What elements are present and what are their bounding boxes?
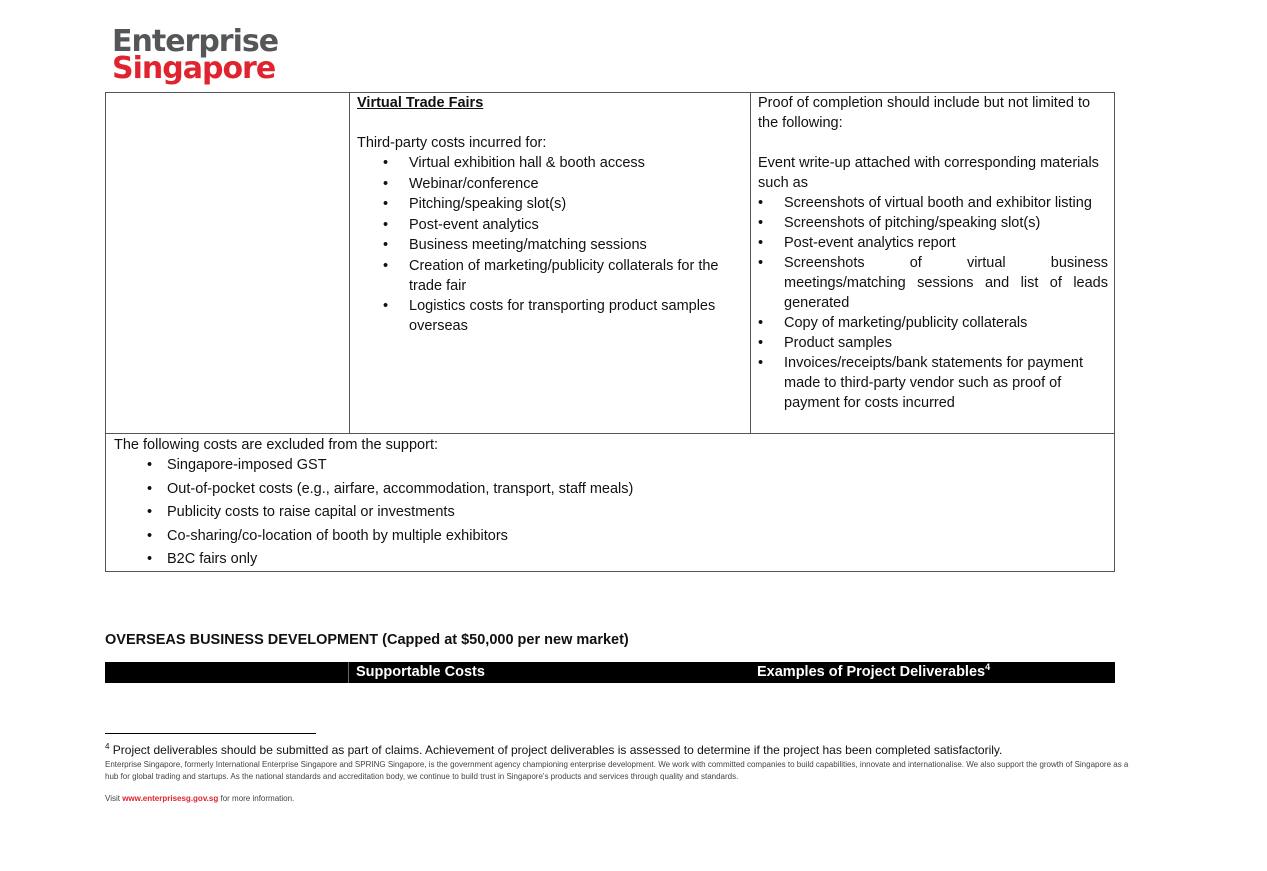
- list-item: • Co-sharing/co-location of booth by multiple exhibitors: [114, 526, 1106, 546]
- footnote-reference: 4: [985, 662, 991, 673]
- table-row-virtual-trade-fairs: [106, 93, 1114, 434]
- about-enterprise-singapore: Enterprise Singapore, formerly International Enterprise Singapore and SPRING Singapore, is the government agency championing enterprise development. We work with committed companies to build capabilities, innovate and internationalise. We also support the growth of Singapore as a hub for global trading and startups. As the national standards and accreditation body, we continue to build trust in Singapore's products and services through quality and standards.: [105, 760, 1129, 781]
- cell-title: Virtual Trade Fairs: [357, 95, 484, 111]
- visit-line: [105, 794, 294, 803]
- list-item: • Pitching/speaking slot(s): [357, 194, 737, 214]
- list-item: • Virtual exhibition hall & booth access: [357, 153, 737, 173]
- list-item: • Singapore-imposed GST: [114, 455, 1106, 475]
- list-item: • Screenshots of pitching/speaking slot(s): [758, 213, 1108, 233]
- table-header-row: [105, 662, 1115, 683]
- list-item: • Creation of marketing/publicity collaterals for the trade fair: [357, 256, 737, 296]
- column-divider: [750, 93, 751, 433]
- list-item: • B2C fairs only: [114, 549, 1106, 569]
- header-cell-project-deliverables: [757, 664, 990, 680]
- logo-line-1: Enterprise: [112, 24, 279, 59]
- exclusions-intro: The following costs are excluded from the support:: [114, 437, 438, 453]
- visit-suffix: for more information.: [220, 794, 295, 803]
- virtual-trade-fairs-table: [105, 92, 1115, 572]
- list-item: • Post-event analytics report: [758, 233, 1108, 253]
- footnote-divider: [105, 733, 316, 734]
- cell-intro: Proof of completion should include but not limited to the following:: [758, 95, 1091, 131]
- list-item: • Screenshots of virtual booth and exhibitor listing: [758, 193, 1108, 213]
- list-item: • Copy of marketing/publicity collaterals: [758, 313, 1108, 333]
- list-item: • Invoices/receipts/bank statements for payment made to third-party vendor such as proof of payment for costs incurred: [758, 353, 1108, 413]
- logo-line-2: Singapore: [112, 51, 276, 86]
- header-cell-supportable-costs: Supportable Costs: [356, 664, 485, 680]
- list-item: • Webinar/conference: [357, 174, 737, 194]
- exclusions-cell: [114, 435, 1106, 573]
- supportable-costs-cell: [357, 93, 737, 337]
- supportable-costs-list: [357, 153, 737, 336]
- list-item: • Logistics costs for transporting product samples overseas: [357, 296, 737, 336]
- header-label: Examples of Project Deliverables: [757, 664, 986, 680]
- list-item: • Publicity costs to raise capital or investments: [114, 502, 1106, 522]
- footnote: [105, 742, 1002, 757]
- list-item: • Screenshots of virtual business meetings/matching sessions and list of leads generated: [758, 253, 1108, 313]
- header-cell-blank: [105, 662, 349, 683]
- exclusions-list: [114, 455, 1106, 569]
- website-link[interactable]: www.enterprisesg.gov.sg: [122, 794, 219, 803]
- list-item: • Business meeting/matching sessions: [357, 235, 737, 255]
- column-divider: [349, 93, 350, 433]
- footnote-marker: 4: [105, 742, 110, 751]
- cell-intro: Third-party costs incurred for:: [357, 135, 547, 151]
- list-item: • Product samples: [758, 333, 1108, 353]
- project-deliverables-cell: [758, 93, 1108, 413]
- section-heading: OVERSEAS BUSINESS DEVELOPMENT (Capped at $50,000 per new market): [105, 632, 629, 648]
- list-item: • Post-event analytics: [357, 215, 737, 235]
- visit-prefix: Visit: [105, 794, 120, 803]
- list-item: • Out-of-pocket costs (e.g., airfare, accommodation, transport, staff meals): [114, 479, 1106, 499]
- deliverables-list: [758, 193, 1108, 413]
- cell-subintro: Event write-up attached with corresponding materials such as: [758, 155, 1099, 191]
- footnote-text: Project deliverables should be submitted as part of claims. Achievement of project deliverables is assessed to determine if the project has been completed satisfactorily.: [112, 743, 1003, 757]
- enterprise-singapore-logo: [112, 24, 279, 86]
